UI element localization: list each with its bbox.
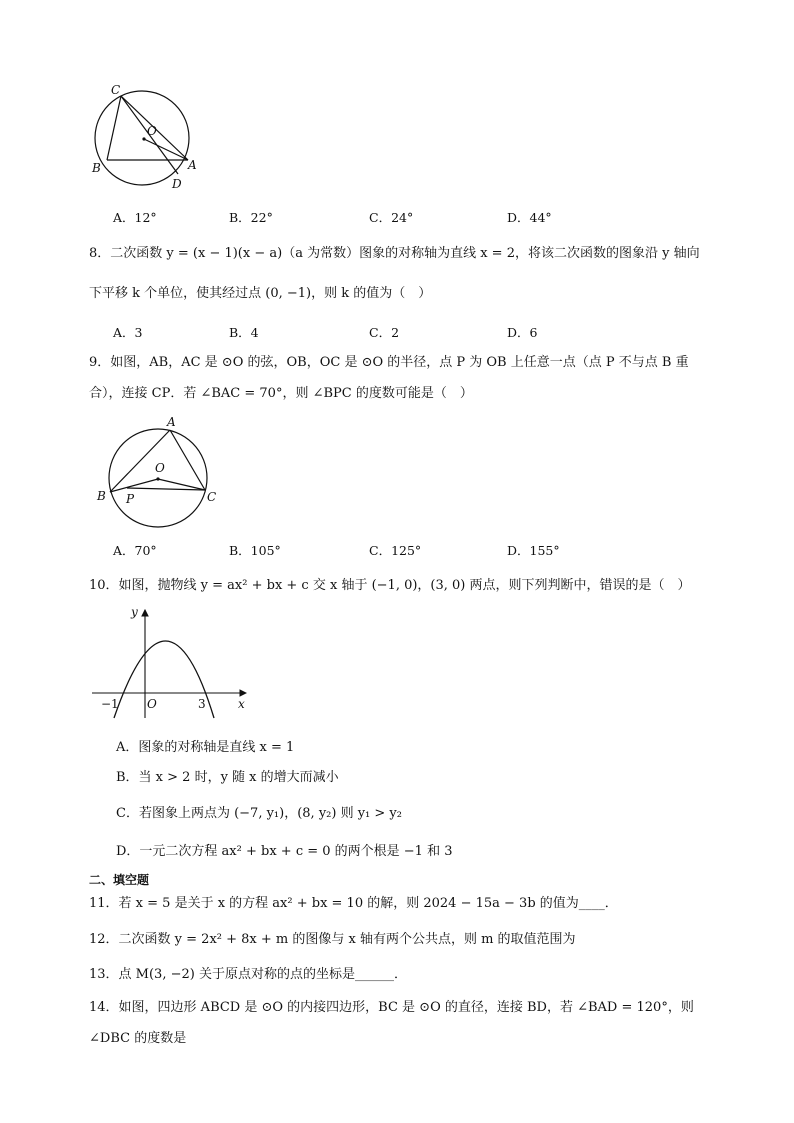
q10-option-a: A．图象的对称轴是直线 x = 1 — [116, 740, 295, 755]
q10-stem-line1: 10．如图，抛物线 y = ax² + bx + c 交 x 轴于 (−1, 0)，(3, 0) 两点，则下列判断中，错误的是（ ） — [89, 578, 691, 593]
q7-label-b: B — [92, 161, 101, 175]
q7-option-b: B．22° — [229, 210, 273, 225]
q10-option-b: B．当 x > 2 时，y 随 x 的增大而减小 — [116, 770, 339, 785]
q9-option-d: D．155° — [507, 543, 560, 558]
q7-label-c: C — [111, 83, 121, 97]
q10-option-d: D．一元二次方程 ax² + bx + c = 0 的两个根是 −1 和 3 — [116, 844, 453, 859]
q9-stem-line2: 合），连接 CP．若 ∠BAC = 70°，则 ∠BPC 的度数可能是（ ） — [89, 386, 473, 401]
q7-option-c: C．24° — [369, 210, 414, 225]
q8-option-d: D．6 — [507, 325, 538, 340]
section-heading-fill-in: 二、填空题 — [89, 873, 150, 887]
q10-label-x: x — [238, 697, 245, 711]
q12-stem: 12．二次函数 y = 2x² + 8x + m 的图像与 x 轴有两个公共点，则 m 的取值范围为 — [89, 932, 576, 947]
q9-circle-figure — [94, 414, 224, 528]
q10-label-y: y — [131, 605, 138, 619]
q9-label-c: C — [207, 490, 217, 504]
q8-option-b: B．4 — [229, 325, 259, 340]
q9-option-a: A．70° — [113, 543, 157, 558]
q9-label-a: A — [167, 415, 176, 429]
q8-option-a: A．3 — [113, 325, 143, 340]
q10-label-3: 3 — [198, 697, 206, 711]
q7-circle-figure — [86, 78, 206, 196]
q10-parabola-figure — [88, 600, 258, 720]
q7-option-a: A．12° — [113, 210, 157, 225]
q8-option-c: C．2 — [369, 325, 400, 340]
q10-option-c: C．若图象上两点为 (−7, y₁)，(8, y₂) 则 y₁ > y₂ — [116, 806, 402, 821]
q7-label-d: D — [172, 177, 182, 191]
q10-label-neg1: −1 — [101, 697, 119, 711]
q9-stem-line1: 9．如图，AB，AC 是 ⊙O 的弦，OB，OC 是 ⊙O 的半径，点 P 为 OB 上任意一点（点 P 不与点 B 重 — [89, 355, 689, 370]
q9-option-c: C．125° — [369, 543, 422, 558]
q14-stem-line2: ∠DBC 的度数是 — [89, 1031, 187, 1046]
q9-option-b: B．105° — [229, 543, 281, 558]
q7-label-o: O — [147, 124, 157, 138]
q13-stem: 13．点 M(3, −2) 关于原点对称的点的坐标是______． — [89, 967, 407, 982]
q8-stem-line1: 8．二次函数 y = (x − 1)(x − a)（a 为常数）图象的对称轴为直线 x = 2，将该二次函数的图象沿 y 轴向 — [89, 246, 700, 261]
q14-stem-line1: 14．如图，四边形 ABCD 是 ⊙O 的内接四边形，BC 是 ⊙O 的直径，连接 BD，若 ∠BAD = 120°，则 — [89, 1000, 694, 1015]
q8-stem-line2: 下平移 k 个单位，使其经过点 (0, −1)，则 k 的值为（ ） — [89, 286, 432, 301]
q9-label-b: B — [97, 489, 106, 503]
q7-label-a: A — [188, 158, 197, 172]
q9-label-p: P — [126, 492, 135, 506]
q10-label-o: O — [147, 697, 157, 711]
q11-stem: 11．若 x = 5 是关于 x 的方程 ax² + bx = 10 的解，则 2024 − 15a − 3b 的值为____． — [89, 896, 618, 911]
q7-option-d: D．44° — [507, 210, 552, 225]
q9-label-o: O — [155, 461, 165, 475]
